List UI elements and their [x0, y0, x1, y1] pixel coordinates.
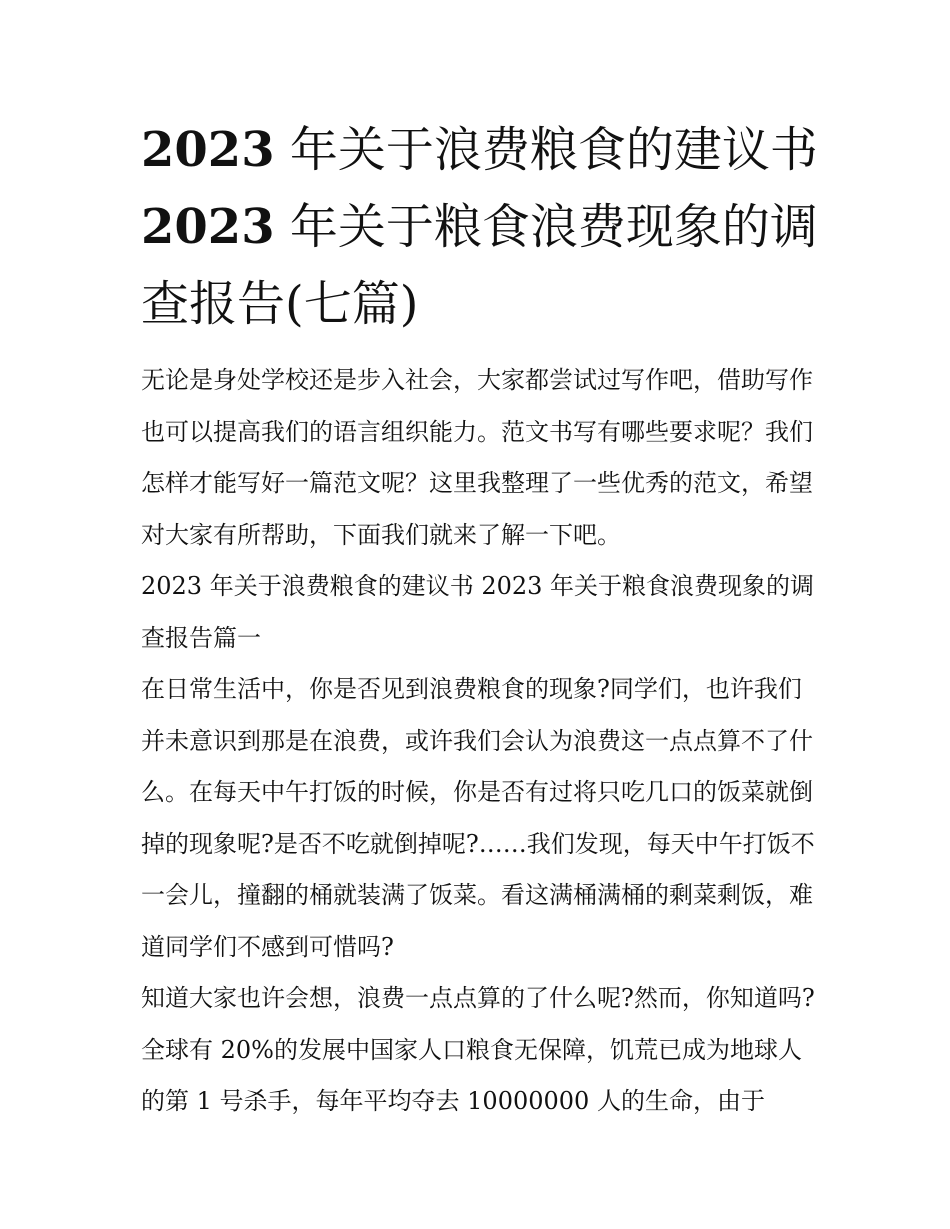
title-line-3: 查报告(七篇): [141, 276, 419, 332]
paragraph-intro: 无论是身处学校还是步入社会，大家都尝试过写作吧，借助写作也可以提高我们的语言组织能力。范文书写有哪些要求呢？我们怎样才能写好一篇范文呢？这里我整理了一些优秀的范文，希望对大家有所帮助，下面我们就来了解一下吧。: [141, 366, 813, 549]
section-heading: 2023 年关于浪费粮食的建议书 2023 年关于粮食浪费现象的调查报告篇一: [141, 572, 815, 652]
title-text-2: 年关于粮食浪费现象的调: [274, 199, 818, 255]
document-body: [141, 355, 821, 1128]
title-line-2: [141, 189, 821, 266]
document-page: [141, 112, 821, 1128]
title-year-1: 2023: [141, 122, 275, 178]
title-year-2: 2023: [141, 199, 275, 255]
document-title: [141, 112, 821, 343]
title-line-1: [141, 112, 821, 189]
paragraph: 知道大家也许会想，浪费一点点算的了什么呢?然而，你知道吗?全球有 20%的发展中国家人口粮食无保障，饥荒已成为地球人的第 1 号杀手，每年平均夺去 10000000 人的生命，由于: [141, 984, 815, 1115]
paragraph: 在日常生活中，你是否见到浪费粮食的现象?同学们，也许我们并未意识到那是在浪费，或许我们会认为浪费这一点点算不了什么。在每天中午打饭的时候，你是否有过将只吃几口的饭菜就倒掉的现象呢?是否不吃就倒掉呢?……我们发现，每天中午打饭不一会儿，撞翻的桶就装满了饭菜。看这满桶满桶的剩菜剩饭，难道同学们不感到可惜吗?: [141, 675, 815, 961]
title-text-1: 年关于浪费粮食的建议书: [274, 122, 818, 178]
